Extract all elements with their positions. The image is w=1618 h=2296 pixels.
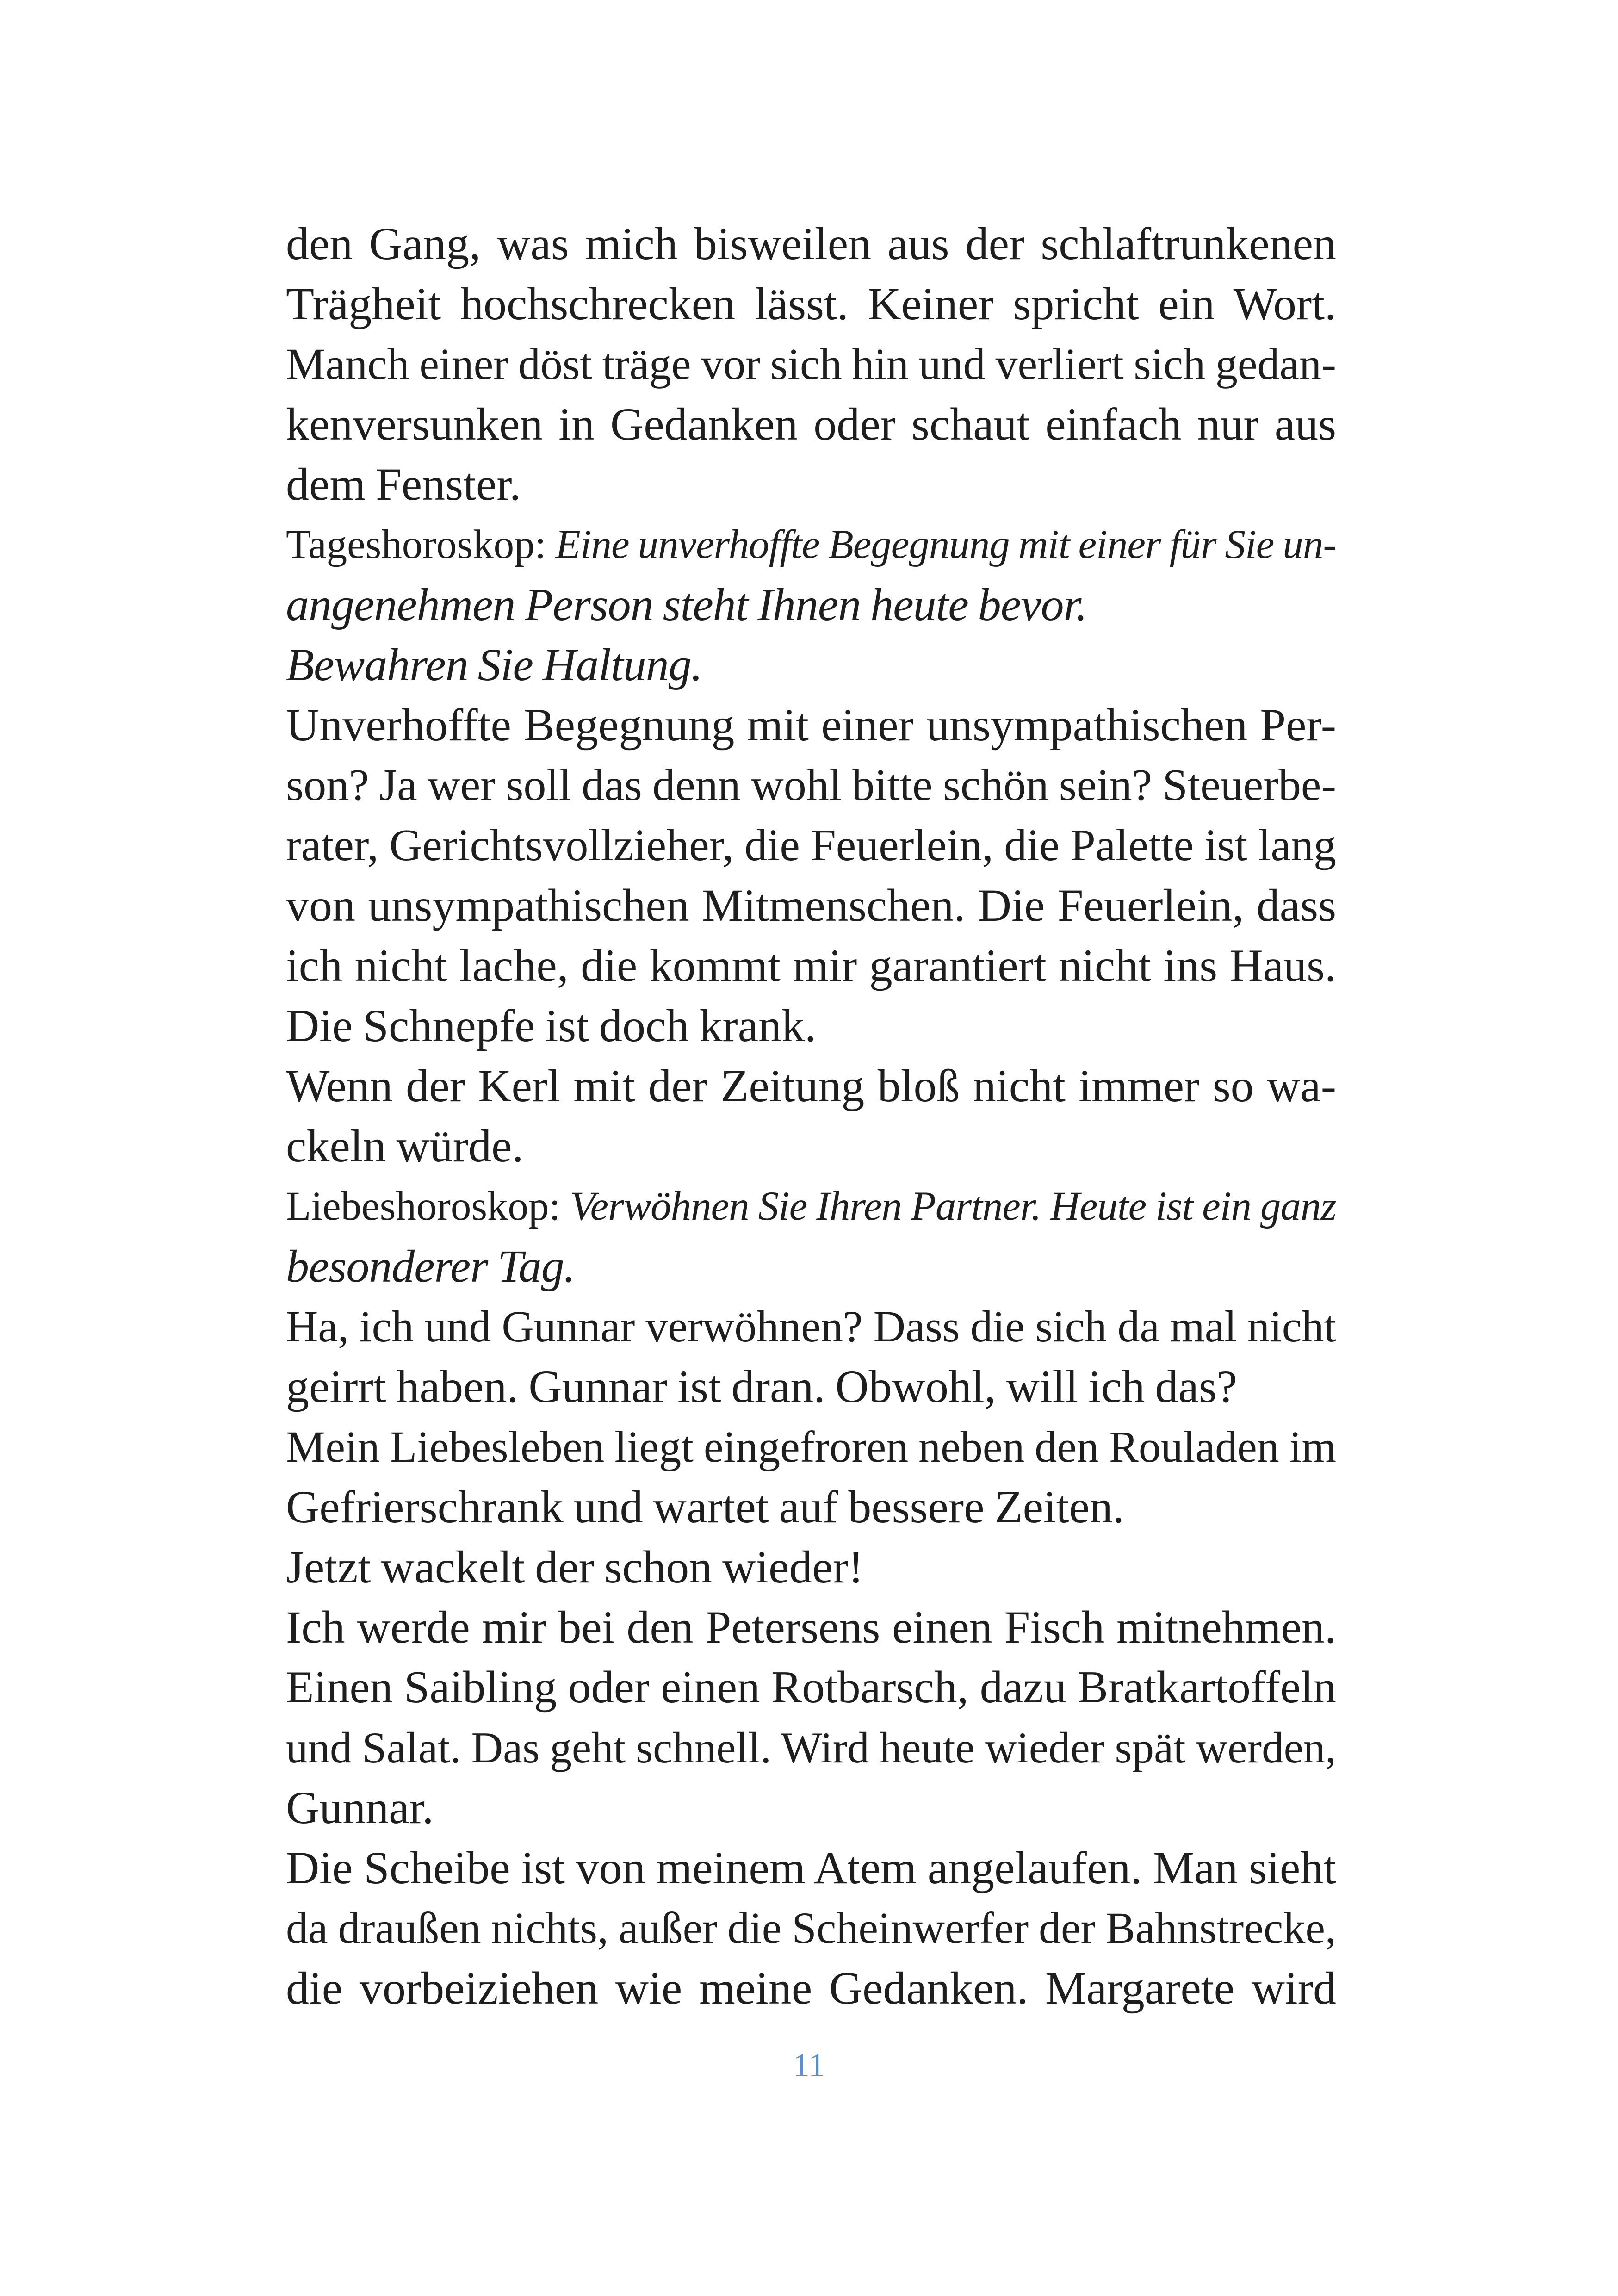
text-line [286,755,1336,815]
roman-text: Ich werde mir bei den Petersens einen Fisch mitnehmen. [286,1601,1336,1653]
italic-text: Verwöhnen Sie Ihren Partner. Heute ist ein ganz [570,1184,1336,1229]
text-line [286,1597,1336,1657]
text-line [286,274,1336,334]
roman-text: Einen Saibling oder einen Rotbarsch, dazu Bratkartoffeln [286,1662,1336,1713]
italic-text: Eine unverhoffte Begegnung mit einer für Sie un- [555,522,1336,567]
roman-text: Tageshoroskop: [286,522,556,567]
text-line [286,454,1336,515]
text-line [286,1417,1336,1477]
roman-text: Ha, ich und Gunnar verwöhnen? Dass die sich da mal nicht [286,1302,1336,1351]
page-number: 11 [793,2047,825,2084]
roman-text: Gefrierschrank und wartet auf bessere Zeiten. [286,1481,1124,1533]
text-line [286,936,1336,996]
text-line [286,1477,1336,1537]
text-line [286,635,1336,695]
text-line [286,334,1336,394]
roman-text: rater, Gerichtsvollzieher, die Feuerlein, die Palette ist lang [286,820,1336,870]
text-line [286,1657,1336,1718]
roman-text: ich nicht lache, die kommt mir garantiert nicht ins Haus. [286,940,1336,991]
text-line [286,1116,1336,1176]
text-line [286,1778,1336,1838]
roman-text: Die Schnepfe ist doch krank. [286,1000,817,1051]
roman-text: von unsympathischen Mitmenschen. Die Feuerlein, dass [286,880,1336,931]
text-line [286,575,1336,635]
roman-text: Manch einer döst träge vor sich hin und verliert sich gedan- [286,339,1336,389]
roman-text: und Salat. Das geht schnell. Wird heute wieder spät werden, [286,1723,1336,1772]
italic-text: Bewahren Sie Haltung. [286,639,702,690]
roman-text: Die Scheibe ist von meinem Atem angelaufen. Man sieht [286,1842,1336,1893]
italic-text: angenehmen Person steht Ihnen heute bevor. [286,579,1087,630]
text-line [286,1537,1336,1597]
roman-text: Jetzt wackelt der schon wieder! [286,1541,864,1593]
text-line [286,1958,1336,2018]
roman-text: kenversunken in Gedanken oder schaut einfach nur aus [286,398,1336,450]
roman-text: dem Fenster. [286,459,521,510]
roman-text: Wenn der Kerl mit der Zeitung bloß nicht immer so wa- [286,1060,1336,1111]
text-line [286,394,1336,454]
text-line [286,214,1336,274]
roman-text: den Gang, was mich bisweilen aus der schlaftrunkenen [286,218,1336,269]
roman-text: Liebeshoroskop: [286,1184,570,1229]
text-line [286,815,1336,875]
roman-text: son? Ja wer soll das denn wohl bitte schön sein? Steuerbe- [286,760,1336,810]
roman-text: da draußen nichts, außer die Scheinwerfer der Bahnstrecke, [286,1903,1336,1953]
text-line [286,1056,1336,1116]
text-line [286,1176,1336,1236]
text-line [286,695,1336,755]
body-text [286,214,1336,2018]
roman-text: Gunnar. [286,1782,434,1833]
roman-text: die vorbeiziehen wie meine Gedanken. Margarete wird [286,1962,1336,2014]
text-line [286,1838,1336,1898]
text-line [286,1718,1336,1778]
text-line [286,875,1336,936]
text-line [286,1357,1336,1417]
text-line [286,1898,1336,1958]
text-line [286,1236,1336,1297]
roman-text: ckeln würde. [286,1120,524,1172]
text-line [286,1297,1336,1357]
roman-text: Mein Liebesleben liegt eingefroren neben den Rouladen im [286,1422,1336,1471]
text-line [286,515,1336,575]
roman-text: geirrt haben. Gunnar ist dran. Obwohl, will ich das? [286,1361,1238,1412]
text-line [286,996,1336,1056]
italic-text: besonderer Tag. [286,1241,575,1292]
roman-text: Trägheit hochschrecken lässt. Keiner spricht ein Wort. [286,278,1336,329]
roman-text: Unverhoffte Begegnung mit einer unsympathischen Per- [286,699,1336,751]
